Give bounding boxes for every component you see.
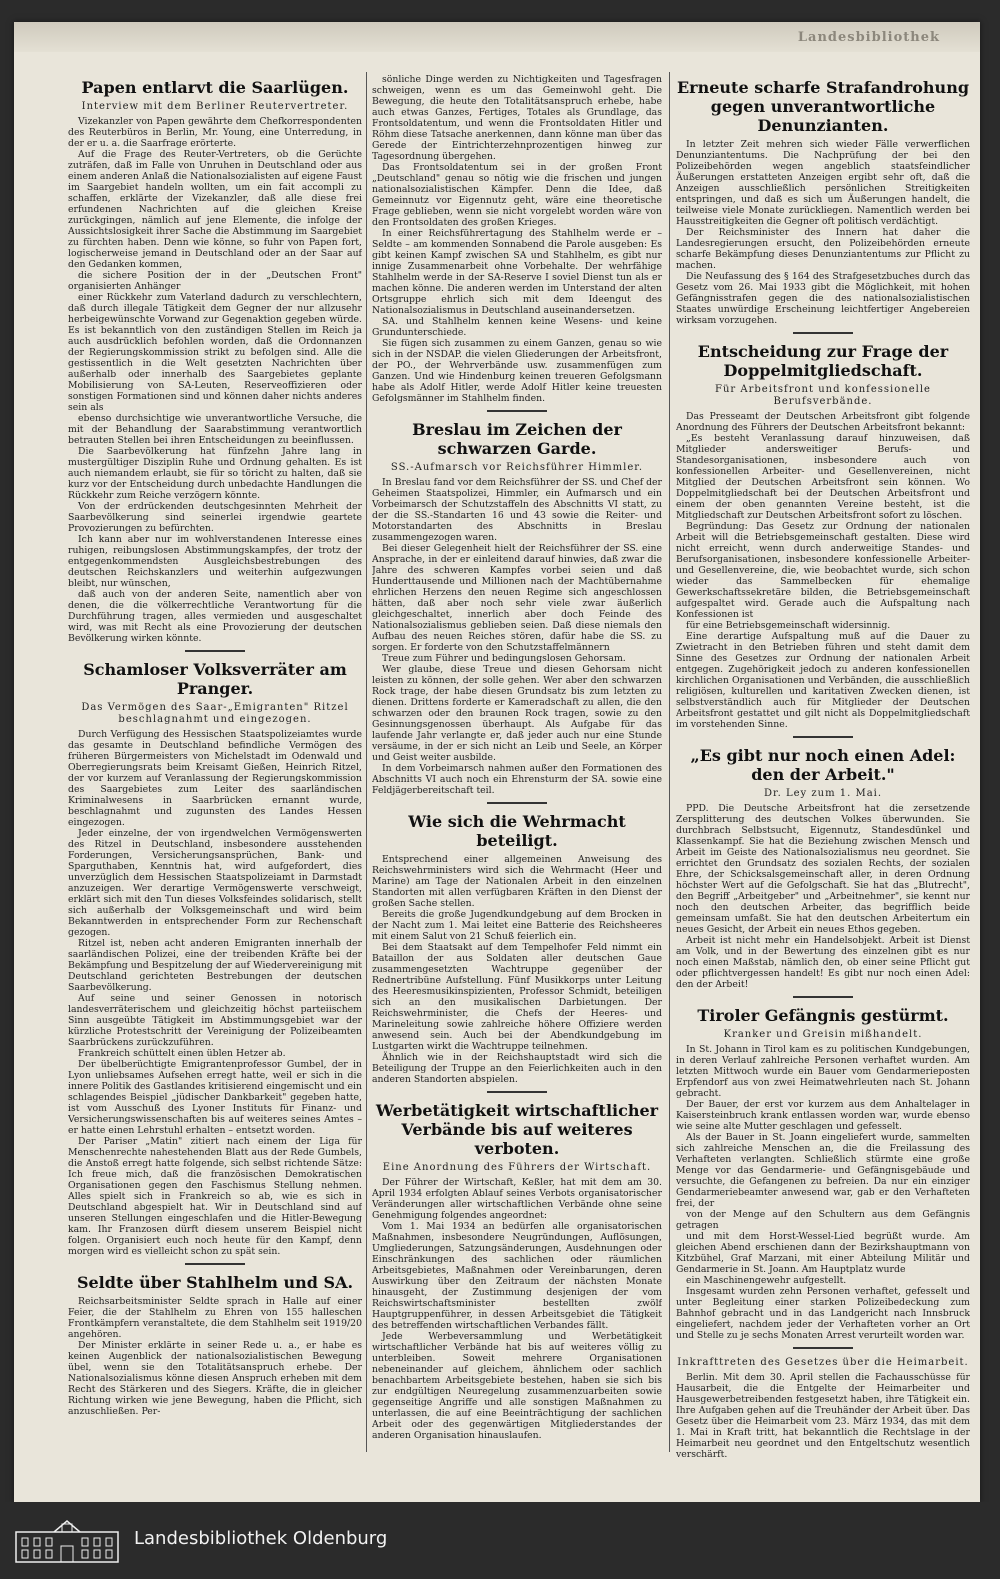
article [676, 1357, 970, 1460]
article-subhead: SS.-Aufmarsch vor Reichsführer Himmler. [390, 462, 644, 473]
article [372, 74, 662, 404]
article-paragraph: einer Rückkehr zum Vaterland dadurch zu verschlechtern, daß durch illegale Tätigkeit dem Gegner der nur allzusehr herbeigewünschte Vorwand zur Gegenaktion gegeben würde. Es ist bekanntlich von den zuständigen Stellen im Reich ja auch ausdrücklich befohlen worden, daß die Ordonnanzen der Regierungskommission strikt zu befolgen sind. Alle die gestissentlich in die Welt gesetzten Nachrichten über außerhalb oder innerhalb des Saargebietes geplante Mobilisierung von SA-Leuten, Reserveoffizieren oder sonstigen Formationen sind und können daher nichts anderes sein als [68, 292, 362, 413]
article-separator [793, 996, 853, 998]
article-paragraph: Auf seine und seiner Genossen in notorisch landesverräterischem und gleichzeitig höchst parteiischem Sinn ausgeübte Tätigkeit im Abstimmungsgebiet war der kürzliche Protestschritt der Vereinigung der Polizeibeamten Saarbrückens zurückzuführen. [68, 993, 362, 1048]
article-separator [487, 802, 547, 804]
article-paragraph: Sie fügen sich zusammen zu einem Ganzen, genau so wie sich in der NSDAP. die vielen Gliederungen der Arbeitsfront, der PO., der Wehrverbände usw. zusammenfügen zum Ganzen. Und wie Hindenburg keinen treueren Gefolgsmann habe als Adolf Hitler, werde Adolf Hitler keine treuesten Gefolgsmänner im Stahlhelm finden. [372, 338, 662, 404]
article-paragraph: Vom 1. Mai 1934 an bedürfen alle organisatorischen Maßnahmen, insbesondere Neugründungen, Auflösungen, Umgliederungen, Satzungsänderungen, Ausdehnungen oder Einschränkungen des sachlichen oder räumlichen Arbeitsgebietes, Maßnahmen oder Vereinbarungen, deren Auswirkung über den Zeitraum der nächsten Monate hinausgeht, der Zustimmung desjenigen der vom Reichswirtschaftsminister bestellten zwölf Hauptgruppenführer, in dessen Arbeitsgebiet die Tätigkeit des betreffenden wirtschaftlichen Verbandes fällt. [372, 1221, 662, 1331]
article-paragraph: sönliche Dinge werden zu Nichtigkeiten und Tagesfragen schweigen, wenn es um das Gemeinwohl geht. Die Bewegung, die heute den Totalitätsanspruch erhebe, habe auch etwas Ganzes, Fertiges, Totales als Grundlage, das Frontsoldatentum, und wenn die Frontsoldaten Hitler und Röhm diese Tatsache anerkennen, dann könne man über das Gerede der Eintrichterzehnprozentigen hinweg zur Tagesordnung übergehen. [372, 74, 662, 162]
article-paragraph: Treue zum Führer und bedingungslosen Gehorsam. [382, 653, 626, 664]
article-paragraph: Ich kann aber nur im wohlverstandenen Interesse eines ruhigen, reibungslosen Abstimmungskampfes, der trotz der entgegenkommendsten Ausgleichsbestrebungen des deutschen Reichskanzlers und weiterhin aufgezwungen bleibt, nur wünschen, [68, 534, 362, 589]
article [372, 812, 662, 1085]
article-paragraph: Berlin. Mit dem 30. April stellen die Fachausschüsse für Hausarbeit, die die Entgelte der Heimarbeiter und Hausgewerbetreibenden festgesetzt haben, ihre Tätigkeit ein. Ihre Aufgaben gehen auf die Treuhänder der Arbeit über. Das Gesetz über die Heimarbeit vom 23. März 1934, das mit dem 1. Mai in Kraft tritt, hat bekanntlich die Rechtslage in der Heimarbeit neu geordnet und den Entgeltschutz wesentlich verschärft. [676, 1372, 970, 1460]
article-paragraph: Insgesamt wurden zehn Personen verhaftet, gefesselt und unter Begleitung einer starken Polizeibedeckung zum Bahnhof gebracht und in das Landgericht nach Innsbruck eingeliefert, nachdem jeder der Verhafteten vorher an Ort und Stelle zu je sechs Monaten Arrest verurteilt worden war. [676, 1286, 970, 1341]
article-paragraph: In einer Reichsführertagung des Stahlhelm werde er – Seldte – am kommenden Sonnabend die Parole ausgeben: Es gibt keinen Kampf zwischen SA und Stahlhelm, es gibt nur innige Zusammenarbeit ohne Vorbehalte. Der wehrfähige Stahlhelm werde in der SA-Reserve I soviel Dienst tun als er machen könne. Die anderen werden im Unterstand der alten Ortsgruppe ehrlich sich mit dem Ideengut des Nationalsozialismus in Deutschland auseinandersetzen. [372, 228, 662, 316]
article-paragraph: Reichsarbeitsminister Seldte sprach in Halle auf einer Feier, die der Stahlhelm zu Ehren von 155 halleschen Frontkämpfern veranstaltete, die dem Stahlhelm seit 1919/20 angehören. [68, 1296, 362, 1340]
article-paragraph: Der Reichsminister des Innern hat daher die Landesregierungen ersucht, den Polizeibehörden erneute scharfe Bekämpfung dieses Denunziantentums zur Pflicht zu machen. [676, 227, 970, 271]
article-separator [487, 1091, 547, 1093]
article-paragraph: Die Neufassung des § 164 des Strafgesetzbuches durch das Gesetz vom 26. Mai 1933 gibt die Möglichkeit, mit hohen Gefängnisstrafen gegen die des nationalsozialistischen Staates unwürdige Erscheinung leichtfertiger Angebereien wirksam vorzugehen. [676, 271, 970, 326]
article-paragraph: daß auch von der anderen Seite, namentlich aber von denen, die die völkerrechtliche Verantwortung für die Durchführung tragen, alles vermieden und ausgeschaltet wird, was mit Recht als eine Provozierung der deutschen Bevölkerung wirken könnte. [68, 589, 362, 644]
article-separator [185, 650, 245, 652]
article-headline: Erneute scharfe Strafandrohung gegen unverantwortliche Denunzianten. [676, 78, 970, 135]
article-paragraph: In letzter Zeit mehren sich wieder Fälle verwerflichen Denunziantentums. Die Nachprüfung der bei den Polizeibehörden wegen angeblich staatsfeindlicher Äußerungen erstatteten Anzeigen ergibt sehr oft, daß die Anzeigen ausschließlich persönlichen Streitigkeiten entspringen, und daß es sich um Äußerungen handelt, die teilweise viele Monate zurückliegen. Namentlich werden bei Hausstreitigkeiten die Gegner oft politisch verdächtigt. [676, 139, 970, 227]
column-rule-2 [669, 72, 670, 1452]
article [68, 660, 362, 1257]
article [372, 420, 662, 796]
article-headline: Wie sich die Wehrmacht beteiligt. [408, 812, 626, 850]
article-paragraph: Wer glaube, diese Treue und diesen Gehorsam nicht leisten zu können, der solle gehen. Wer aber den schwarzen Rock trage, der habe diesen Grundsatz bis zum letzten zu dienen. Drittens forderte er Kameradschaft zu allen, die den schwarzen oder den braunen Rock tragen, sowie zu den Gesinnungsgenossen überhaupt. Als Aufgabe für das laufende Jahr verlangte er, daß jeder auch nur eine Stunde versäume, in der er sich nicht an Leib und Seele, an Körper und Geist weiter ausbilde. [372, 664, 662, 763]
article [68, 78, 362, 644]
article-headline: Papen entlarvt die Saarlügen. [81, 78, 349, 97]
article-paragraph: für eine Betriebsgemeinschaft widersinnig. [686, 620, 891, 631]
article-paragraph: „Es besteht Veranlassung darauf hinzuweisen, daß Mitglieder andersweitiger Berufs- und Standesorganisationen, insbesondere auch von konfessionellen Arbeiter- und Gesellenvereinen, nicht Mitglied der Deutschen Arbeitsfront sein können. Wo Doppelmitgliedschaft bei der Deutschen Arbeitsfront und einem der oben genannten Vereine besteht, ist die Mitgliedschaft zur Deutschen Arbeitsfront sofort zu löschen. [676, 433, 970, 521]
article-paragraph: Bei dieser Gelegenheit hielt der Reichsführer der SS. eine Ansprache, in der er einleitend darauf hinwies, daß zwar die Jahre des schweren Kampfes vorbei seien und daß Hunderttausende und Millionen nach der Machtübernahme ehrlichen Herzens den neuen Regime sich angeschlossen hätten, daß aber noch sehr viele zwar äußerlich gleichgeschaltet, innerlich aber doch Feinde des Nationalsozialismus geblieben seien. Daß diese niemals den Aufbau des neuen Reiches stören, dafür habe die SS. zu sorgen. Er forderte von den Schutzstaffelmännern [372, 543, 662, 653]
column-rule-1 [366, 72, 367, 1452]
article-paragraph: Frankreich schüttelt einen üblen Hetzer ab. [78, 1048, 286, 1059]
article-subhead: Inkrafttreten des Gesetzes über die Heimarbeit. [677, 1357, 969, 1368]
article-subhead: Eine Anordnung des Führers der Wirtschaft. [382, 1162, 652, 1173]
article-subhead: Das Vermögen des Saar-„Emigranten" Ritzel beschlagnahmt und eingezogen. [81, 702, 349, 725]
article-paragraph: Jeder einzelne, der von irgendwelchen Vermögenswerten des Ritzel in Deutschland, insbesondere ausstehenden Forderungen, Versicherungsansprüchen, Bank- und Sparguthaben, Kenntnis hat, wird aufgefordert, dies unverzüglich dem Hessischen Staatspolizeiamt in Darmstadt anzuzeigen. Wer derartige Vermögenswerte verschweigt, erklärt sich mit den Tun dieses Volksfeindes solidarisch, stellt sich außerhalb der Volksgemeinschaft und wird beim Bekanntwerden in entsprechender Form zur Rechenschaft gezogen. [68, 828, 362, 938]
article-headline: Tiroler Gefängnis gestürmt. [697, 1006, 949, 1025]
article-paragraph: Entsprechend einer allgemeinen Anweisung des Reichswehrministers wird sich die Wehrmacht (Heer und Marine) am Tage der Nationalen Arbeit in den einzelnen Standorten mit allen verfügbaren Kräften in den Dienst der großen Sache stellen. [372, 854, 662, 909]
article [676, 78, 970, 326]
header-strip-text: Landesbibliothek [797, 30, 940, 45]
article-paragraph: und mit dem Horst-Wessel-Lied begrüßt wurde. Am gleichen Abend erschienen dann der Bezirkshauptmann von Kitzbühel, Graf Marzani, mit einer Abteilung Militär und Gendarmerie in St. Joann. Am Hauptplatz wurde [676, 1231, 970, 1275]
article-paragraph: Eine derartige Aufspaltung muß auf die Dauer zu Zwietracht in den Betrieben führen und steht damit dem Sinne des Gesetzes zur Ordnung der nationalen Arbeit entgegen. Zugehörigkeit jedoch zu anderen konfessionellen kirchlichen Organisationen und Verbänden, die ausschließlich religiösen, kulturellen und karitativen Zwecken dienen, ist selbstverständlich auch für Mitglieder der Deutschen Arbeitsfront gestattet und gilt nicht als Doppelmitgliedschaft im vorstehenden Sinne. [676, 631, 970, 730]
article-paragraph: Ähnlich wie in der Reichshauptstadt wird sich die Beteiligung der Truppe an den Feierlichkeiten auch in den anderen Standorten abspielen. [372, 1052, 662, 1085]
column-3 [676, 74, 970, 1484]
article-subhead: Für Arbeitsfront und konfessionelle Berufsverbände. [715, 384, 931, 407]
article-paragraph: Von der erdrückenden deutschgesinnten Mehrheit der Saarbevölkerung sind seinerlei irgendwie geartete Provozierungen zu befürchten. [68, 501, 362, 534]
article-paragraph: Arbeit ist nicht mehr ein Handelsobjekt. Arbeit ist Dienst am Volk, und in der Bewertung des einzelnen gibt es nur noch einen Maßstab, nämlich den, ob einer seine Pflicht gut oder pflichtvergessen handelt! Es gibt nur noch einen Adel: den der Arbeit! [676, 935, 970, 990]
article-separator [487, 410, 547, 412]
article-paragraph: von der Menge auf den Schultern aus dem Gefängnis getragen [676, 1209, 970, 1231]
article-paragraph: In dem Vorbeimarsch nahmen außer den Formationen des Abschnitts VI auch noch ein Ehrensturm der SA. sowie eine Feldjägerbereitschaft teil. [372, 763, 662, 796]
footer-bar [0, 1502, 1000, 1579]
article-separator [793, 736, 853, 738]
article [676, 746, 970, 990]
article-separator [793, 332, 853, 334]
article-subhead: Interview mit dem Berliner Reutervertreter. [81, 101, 349, 112]
article-paragraph: Der Minister erklärte in seiner Rede u. a., er habe es keinen Augenblick der nationalsozialistischen Bewegung übel, wenn sie den Totalitätsanspruch erhebe. Der Nationalsozialismus könne diesen Anspruch erheben mit dem Recht des Stärkeren und des Siegers. Kräfte, die in gleicher Richtung wirken wie jene Bewegung, haben die Pflicht, sich anzuschließen. Per- [68, 1340, 362, 1417]
article-paragraph: Die Saarbevölkerung hat fünfzehn Jahre lang in mustergültiger Disziplin Ruhe und Ordnung gehalten. Es ist auch niemandem erlaubt, sie für so töricht zu halten, daß sie kurz vor der Entscheidung durch unbedachte Handlungen die Rückkehr zum Reiche verzögern könnte. [68, 446, 362, 501]
article-paragraph: Bei dem Staatsakt auf dem Tempelhofer Feld nimmt ein Bataillon der aus Soldaten aller deutschen Gaue zusammengesetzten Wachtruppe gegenüber der Rednertribüne Aufstellung. Fünf Musikkorps unter Leitung des Heeresmusikinspizienten, Professor Schmidt, beteiligen sich an den musikalischen Darbietungen. Der Reichswehrminister, die Chefs der Heeres- und Marineleitung sowie zahlreiche höhere Offiziere werden anwesend sein. Auch bei der Abendkundgebung im Lustgarten wirkt die Wachtruppe teilnehmen. [372, 942, 662, 1052]
article [372, 1101, 662, 1441]
article [68, 1273, 362, 1417]
article-subhead: Dr. Ley zum 1. Mai. [763, 788, 883, 799]
article-paragraph: Das Presseamt der Deutschen Arbeitsfront gibt folgende Anordnung des Führers der Deutschen Arbeitsfront bekannt: [676, 411, 970, 433]
article-separator [185, 1263, 245, 1265]
library-building-icon [14, 1518, 120, 1564]
article-paragraph: Durch Verfügung des Hessischen Staatspolizeiamtes wurde das gesamte in Deutschland befindliche Vermögen des früheren Bürgermeisters von Michelstadt im Odenwald und Oberregierungsrats beim Kreisamt Gießen, Heinrich Ritzel, der vor kurzem auf Veranlassung der Regierungskommission des Saargebietes zum Leiter des saarländischen Kriminalwesens in Saarbrücken ernannt wurde, beschlagnahmt und zugunsten des Landes Hessen eingezogen. [68, 729, 362, 828]
article-paragraph: Bereits die große Jugendkundgebung auf dem Brocken in der Nacht zum 1. Mai leitet eine Batterie des Reichsheeres mit einem Salut von 21 Schuß feierlich ein. [372, 909, 662, 942]
header-strip [14, 22, 980, 52]
article-paragraph: Jede Werbeversammlung und Werbetätigkeit wirtschaftlicher Verbände hat bis auf weiteres völlig zu unterbleiben. Soweit mehrere Organisationen nebeneinander auf gleichem, ähnlichem oder sachlich benachbartem Arbeitsgebiete bestehen, haben sie sich bis zur endgültigen Neuregelung zusammenzuarbeiten sowie gegenseitige Angriffe und alle sonstigen Maßnahmen zu unterlassen, die auf eine Beeinträchtigung der sachlichen Arbeit oder des gegenwärtigen Mitgliederstandes der anderen Organisation hinauslaufen. [372, 1331, 662, 1441]
library-name: Landesbibliothek Oldenburg [134, 1528, 388, 1549]
article-paragraph: Der übelberüchtigte Emigrantenprofessor Gumbel, der in Lyon unliebsames Aufsehen erregt hatte, weil er sich in die innere Politik des Gastlandes kritisierend eingemischt und ein schlagendes Beispiel „jüdischer Dankbarkeit" gegeben hatte, ist vom Ausschuß des Lyoner Instituts für Finanz- und Versicherungswissenschaften bis auf weiteres seines Amtes – er hatte einen Lehrstuhl erhalten – entsetzt worden. [68, 1059, 362, 1136]
column-1 [68, 74, 362, 1484]
article-separator [793, 1347, 853, 1349]
article-paragraph: Als der Bauer in St. Joann eingeliefert wurde, sammelten sich zahlreiche Menschen an, die die Freilassung des Verhafteten verlangten. Schließlich stürmte eine große Menge vor das Gendarmerie- und Gefängnisgebäude und versuchte, die Gefangenen zu befreien. Da nur ein einziger Gendarmeriebeamter anwesend war, gab er den Verhafteten frei, der [676, 1132, 970, 1209]
column-2 [372, 74, 662, 1484]
article-paragraph: PPD. Die Deutsche Arbeitsfront hat die zersetzende Zersplitterung des deutschen Volkes überwunden. Sie durchbrach Selbstsucht, Eigennutz, Standesdünkel und Klassenkampf. Sie hat die Beziehung zwischen Mensch und Arbeit im Geiste des Nationalsozialismus neu geordnet. Sie errichtet den Grundsatz des sozialen Rechts, der sozialen Ehre, der Schicksalsgemeinschaft aller, in deren Ordnung höchster Wert auf die Gefolgschaft. Sie hat das „Blutrecht", den Begriff „Arbeitgeber" und „Arbeitnehmer", sie kennt nur noch den deutschen Arbeiter, das begrifflich beide gemeinsam umfaßt. Sie hat den deutschen Arbeitertum ein neues Gesicht, der Arbeit ein neues Ethos gegeben. [676, 803, 970, 935]
article-paragraph: ein Maschinengewehr aufgestellt. [686, 1275, 847, 1286]
article-paragraph: Der Pariser „Matin" zitiert nach einem der Liga für Menschenrechte nahestehenden Blatt aus der Rede Gumbels, die Anstoß erregt hatte folgende, sich selbst richtende Sätze: Ich freue mich, daß die französischen Demokratischen Organisationen gegen den Faschismus Stellung nehmen. Alles spielt sich in Frankreich so ab, wie es sich in Deutschland abgespielt hat. Wir in Deutschland sind auf unseren Stellungen eingeschlafen und die Hitler-Bewegung kam. Ihr Franzosen dürft diesem unserem Beispiel nicht folgen. Organisiert euch noch heute für den Kampf, denn morgen wird es vielleicht schon zu spät sein. [68, 1136, 362, 1257]
article-paragraph: Vizekanzler von Papen gewährte dem Chefkorrespondenten des Reuterbüros in Berlin, Mr. Young, eine Unterredung, in der er u. a. die Saarfrage erörterte. [68, 116, 362, 149]
article-paragraph: Der Bauer, der erst vor kurzem aus dem Anhaltelager in Kaisersteinbruch krank entlassen worden war, wurde ebenso wie seine alte Mutter geschlagen und gefesselt. [676, 1099, 970, 1132]
article-paragraph: Der Führer der Wirtschaft, Keßler, hat mit dem am 30. April 1934 erfolgten Ablauf seines Verbots organisatorischer Veränderungen aller wirtschaftlichen Verbände ohne seine Genehmigung folgendes angeordnet: [372, 1177, 662, 1221]
article-paragraph: ebenso durchsichtige wie unverantwortliche Versuche, die mit der Behandlung der Saarabstimmung verantwortlich betrauten Stellen bei ihren Entscheidungen zu beeinflussen. [68, 413, 362, 446]
article-headline: Breslau im Zeichen der schwarzen Garde. [412, 420, 622, 458]
article-paragraph: Ritzel ist, neben acht anderen Emigranten innerhalb der saarländischen Polizei, eine der treibenden Kräfte bei der Bekämpfung und Bespitzelung der auf Wiedervereinigung mit Deutschland gerichteten Bestrebungen der deutschen Saarbevölkerung. [68, 938, 362, 993]
article-paragraph: In Breslau fand vor dem Reichsführer der SS. und Chef der Geheimen Staatspolizei, Himmler, ein Aufmarsch und ein Vorbeimarsch der Schutzstaffeln des Abschnitts VI statt, zu der die SS.-Standarten 16 und 43 sowie die Reiter- und Motorstandarten des Abschnitts in Breslau zusammengezogen waren. [372, 477, 662, 543]
article-headline: Werbetätigkeit wirtschaftlicher Verbände bis auf weiteres verboten. [375, 1101, 659, 1158]
article [676, 342, 970, 730]
article-headline: Schamloser Volksverräter am Pranger. [83, 660, 347, 698]
article-headline: Entscheidung zur Frage der Doppelmitgliedschaft. [697, 342, 949, 380]
article-headline: Seldte über Stahlhelm und SA. [76, 1273, 354, 1292]
article-paragraph: SA. und Stahlhelm kennen keine Wesens- und keine Grundunterschiede. [372, 316, 662, 338]
article-paragraph: Das Frontsoldatentum sei in der großen Front „Deutschland" genau so nötig wie die frischen und jungen nationalsozialistischen Kämpfer. Denn die Idee, daß Gemeinnutz vor Eigennutz geht, wäre eine theoretische Frage geblieben, wenn sie nicht vorgelebt worden wäre von den Frontsoldaten des großen Krieges. [372, 162, 662, 228]
article-paragraph: Auf die Frage des Reuter-Vertreters, ob die Gerüchte zuträfen, daß im Falle von Unruhen in Deutschland oder aus einem anderen Anlaß die Nationalsozialisten auf eigene Faust im Saargebiet handeln wollten, um ein fait accompli zu schaffen, erklärte der Vizekanzler, daß alle diese frei erfundenen Nachrichten auf die gleichen Kreise zurückgingen, nämlich auf jene Elemente, die infolge der Aussichtslosigkeit ihrer Sache die Abstimmung im Saargebiet zu fürchten haben. Denn wie könne, so fuhr von Papen fort, logischerweise jemand in Deutschland oder an der Saar auf den Gedanken kommen, [68, 149, 362, 270]
article-paragraph: In St. Johann in Tirol kam es zu politischen Kundgebungen, in deren Verlauf zahlreiche Personen verhaftet wurden. Am letzten Mittwoch wurde ein Bauer vom Gendarmerieposten Erpfendorf aus von zwei Heimatwehrleuten nach St. Johann gebracht. [676, 1044, 970, 1099]
newspaper-page [14, 22, 980, 1502]
article [676, 1006, 970, 1341]
article-paragraph: die sichere Position der in der „Deutschen Front" organisierten Anhänger [68, 270, 362, 292]
article-paragraph: Begründung: Das Gesetz zur Ordnung der nationalen Arbeit will die Betriebsgemeinschaft gestalten. Diese wird nicht erreicht, wenn durch anderweitige Standes- und Berufsorganisationen, insbesondere konfessionelle Arbeiter- und Gesellenvereine, die, wie beobachtet wurde, sich schon wieder das Sammelbecken für ehemalige Gewerkschaftssekretäre bilden, die Betriebsgemeinschaft aufgespaltet wird. Gerade auch die Aufspaltung nach Konfessionen ist [676, 521, 970, 620]
article-subhead: Kranker und Greisin mißhandelt. [723, 1029, 923, 1040]
article-headline: „Es gibt nur noch einen Adel: den der Arbeit." [690, 746, 956, 784]
